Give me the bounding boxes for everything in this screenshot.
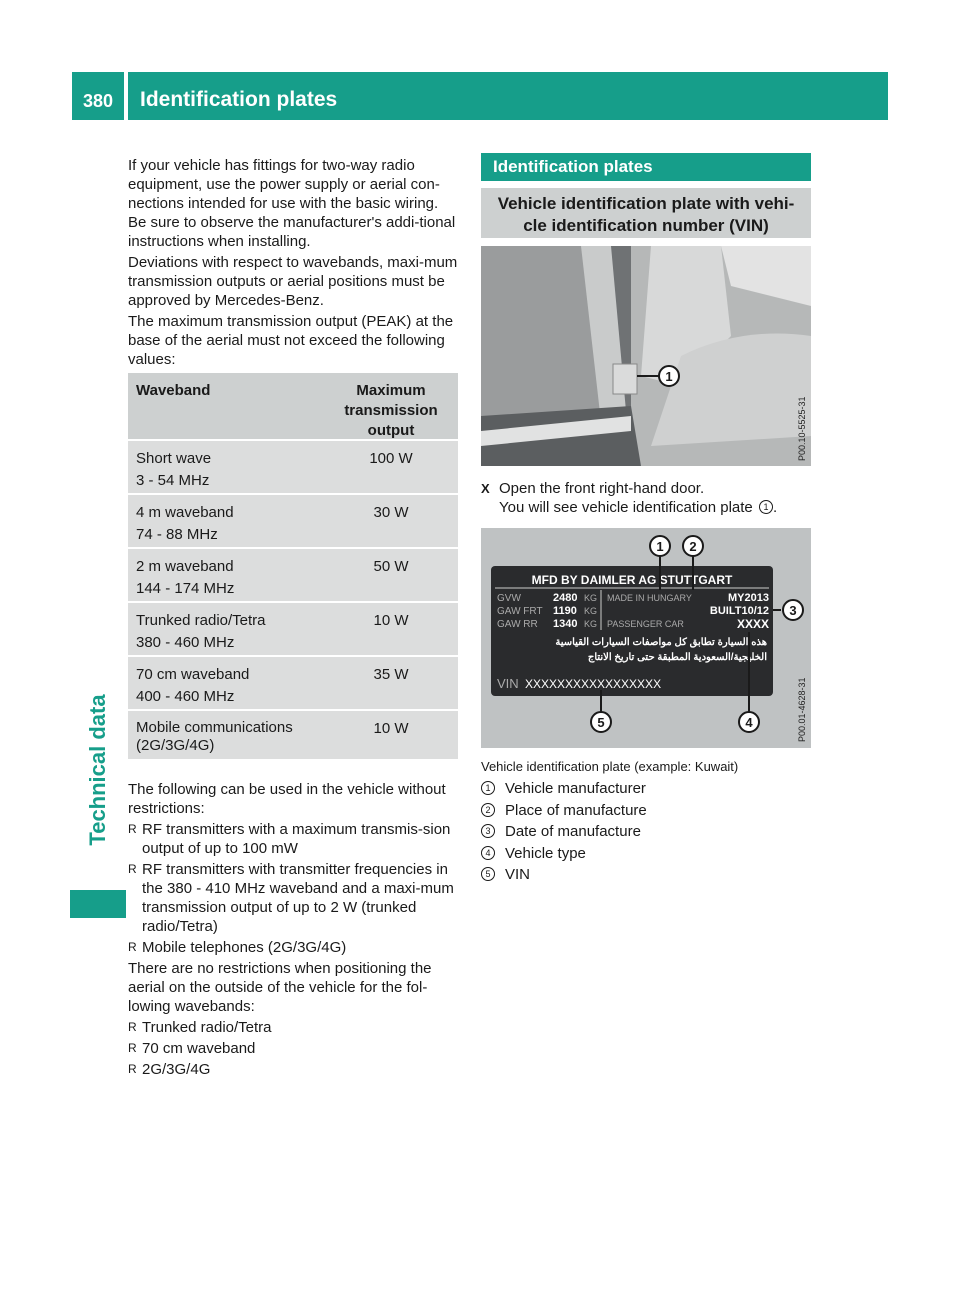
- plate-arabic-line-2: الخليجية/السعودية المطبقة حتى تاريخ الانتاج: [587, 652, 767, 663]
- callout-number: 5: [597, 715, 605, 730]
- plate-unit: KG: [584, 606, 598, 616]
- list-item: [481, 800, 811, 822]
- bullet-icon: R: [128, 862, 137, 876]
- legend-text: Vehicle manufacturer: [505, 780, 646, 797]
- side-tab-label: Technical data: [85, 694, 110, 846]
- list-item: [128, 1060, 460, 1079]
- page-title: Identification plates: [128, 72, 888, 120]
- table-cell-band: 2 m waveband: [136, 558, 234, 575]
- list-item-text: RF transmitters with a maximum transmis-sion output of up to 100 mW: [142, 821, 451, 857]
- legend-text: Date of manufacture: [505, 823, 641, 840]
- callout-number: 2: [689, 539, 697, 554]
- callout-ref-icon: 1: [759, 500, 773, 514]
- table-cell-output: 50 W: [373, 558, 409, 575]
- plate-label-gvw: GVW: [497, 593, 521, 604]
- plate-made-in: MADE IN HUNGARY: [607, 593, 692, 603]
- table-cell-band: Trunked radio/Tetra: [136, 612, 266, 629]
- callout-1: [650, 536, 670, 556]
- plate-legend: [481, 758, 811, 886]
- callout-4: [739, 712, 759, 732]
- callout-number: 1: [665, 369, 673, 384]
- callout-2: [683, 536, 703, 556]
- plate-built: BUILT10/12: [709, 605, 769, 617]
- image-code: P00.01-4628-31: [797, 677, 807, 742]
- restrictions-paragraph: The following can be used in the vehicle without restrictions:: [128, 781, 446, 817]
- table-cell-band: Short wave: [136, 450, 212, 467]
- callout-number: 3: [789, 603, 797, 618]
- side-tab: [70, 650, 126, 890]
- table-cell-range: 3 - 54 MHz: [136, 472, 210, 489]
- plate-type: XXXX: [736, 617, 769, 631]
- list-item: [128, 820, 460, 858]
- table-row: [128, 495, 458, 549]
- plate-weight: 2480: [553, 592, 578, 604]
- legend-text: Vehicle type: [505, 844, 586, 862]
- door-photo-drawing: [481, 246, 811, 466]
- section-title: Identification plates: [481, 153, 811, 181]
- side-tab-marker: [70, 890, 126, 918]
- list-item-text: Mobile telephones (2G/3G/4G): [142, 939, 347, 956]
- table-cell-output: 30 W: [373, 504, 409, 521]
- legend-text: VIN: [505, 866, 531, 883]
- plate-unit: KG: [584, 619, 598, 629]
- callout-3: [783, 600, 803, 620]
- list-item: [481, 843, 811, 865]
- bullet-icon: R: [128, 822, 137, 836]
- plate-label-gaw-frt: GAW FRT: [497, 606, 543, 617]
- list-item: [128, 1039, 460, 1058]
- page-number: 380: [72, 72, 124, 120]
- bullet-icon: R: [128, 1041, 137, 1055]
- step-text-2: You will see vehicle identification plate: [499, 499, 753, 516]
- callout-ref-icon: 2: [481, 803, 495, 817]
- callout-ref-icon: 1: [481, 781, 495, 795]
- table-cell-range: 400 - 460 MHz: [136, 688, 235, 705]
- table-cell-range: 380 - 460 MHz: [136, 634, 235, 651]
- table-cell-range: 74 - 88 MHz: [136, 526, 218, 543]
- list-item-text: 70 cm waveband: [142, 1040, 256, 1057]
- intro-text: [128, 156, 458, 369]
- step-text-1: Open the front right-hand door.: [499, 480, 705, 497]
- list-item: [481, 778, 811, 800]
- table-row: [128, 603, 458, 657]
- instruction-step: X Open the front right-hand door. You will see vehicle identification plate 1 .: [481, 480, 778, 516]
- image-caption: Vehicle identification plate (example: Kuwait): [481, 759, 739, 774]
- plate-arabic-line-1: هذه السيارة تطابق كل مواصفات السيارات القياسية: [555, 637, 767, 648]
- step-arrow-icon: X: [481, 481, 490, 496]
- bullet-icon: R: [128, 940, 137, 954]
- plate-weight: 1340: [553, 618, 578, 630]
- bullet-icon: R: [128, 1020, 137, 1034]
- table-cell-output: 35 W: [373, 666, 409, 683]
- table-row: [128, 711, 458, 761]
- table-cell-range: 144 - 174 MHz: [136, 580, 235, 597]
- table-header-waveband: Waveband: [136, 382, 211, 399]
- plate-unit: KG: [584, 593, 598, 603]
- intro-paragraph-1: If your vehicle has fittings for two-way radio equipment, use the power supply or aerial con-nections intended for use with the basic wiring. Be sure to observe the manufacturer's addi-tional instructions when installing.: [128, 157, 456, 250]
- table-cell-band: 4 m waveband: [136, 504, 234, 521]
- bullet-icon: R: [128, 1062, 137, 1076]
- intro-paragraph-2: Deviations with respect to wavebands, maxi-mum transmission outputs or aerial positions must be approved by Mercedes-Benz.: [128, 254, 458, 309]
- legend-text: Place of manufacture: [505, 801, 647, 819]
- list-item-text: RF transmitters with transmitter frequencies in the 380 - 410 MHz waveband and a maxi-mum transmission output of up to 2 W (trunked radio/Tetra): [142, 861, 454, 935]
- table-header-output: Maximum transmission output: [344, 382, 438, 439]
- list-item: [128, 860, 460, 936]
- plate-vin-label: VIN: [497, 676, 519, 691]
- table-cell-output: 100 W: [369, 450, 413, 467]
- callout-number: 4: [745, 715, 753, 730]
- list-item-text: 2G/3G/4G: [142, 1061, 211, 1078]
- image-code: P00.10-5525-31: [797, 396, 807, 461]
- list-item: [128, 1018, 460, 1037]
- plate-weight: 1190: [553, 605, 577, 617]
- waveband-table: [128, 373, 458, 761]
- vin-plate-image: [481, 528, 811, 748]
- vin-plate-drawing: [481, 528, 811, 748]
- table-cell-band: 70 cm waveband: [136, 666, 250, 683]
- table-cell-band: Mobile communications (2G/3G/4G): [136, 719, 293, 754]
- plate-model-year: MY2013: [728, 592, 769, 604]
- list-item-text: Trunked radio/Tetra: [142, 1019, 272, 1036]
- table-cell-output: 10 W: [373, 720, 409, 737]
- list-item: [128, 938, 460, 957]
- list-item: [481, 864, 811, 886]
- table-row: [128, 549, 458, 603]
- intro-paragraph-3: The maximum transmission output (PEAK) at the base of the aerial must not exceed the following values:: [128, 313, 454, 368]
- table-cell-output: 10 W: [373, 612, 409, 629]
- callout-ref-icon: 3: [481, 824, 495, 838]
- table-row: [128, 441, 458, 495]
- plate-header: MFD BY DAIMLER AG STUTTGART: [531, 573, 733, 587]
- subsection-title: Vehicle identification plate with vehi-cle identification number (VIN): [481, 188, 811, 238]
- plate-passenger: PASSENGER CAR: [607, 619, 684, 629]
- positioning-paragraph: There are no restrictions when positioning the aerial on the outside of the vehicle for the fol-lowing wavebands:: [128, 960, 432, 1015]
- restrictions-text: [128, 780, 460, 1079]
- table-header-row: [128, 373, 458, 441]
- callout-5: [591, 712, 611, 732]
- plate-vin-value: XXXXXXXXXXXXXXXXX: [525, 677, 662, 691]
- door-photo: [481, 246, 811, 466]
- plate-label-gaw-rr: GAW RR: [497, 619, 538, 630]
- callout-number: 1: [656, 539, 664, 554]
- table-row: [128, 657, 458, 711]
- list-item: [481, 821, 811, 843]
- callout-ref-icon: 4: [481, 846, 495, 860]
- callout-ref-icon: 5: [481, 867, 495, 881]
